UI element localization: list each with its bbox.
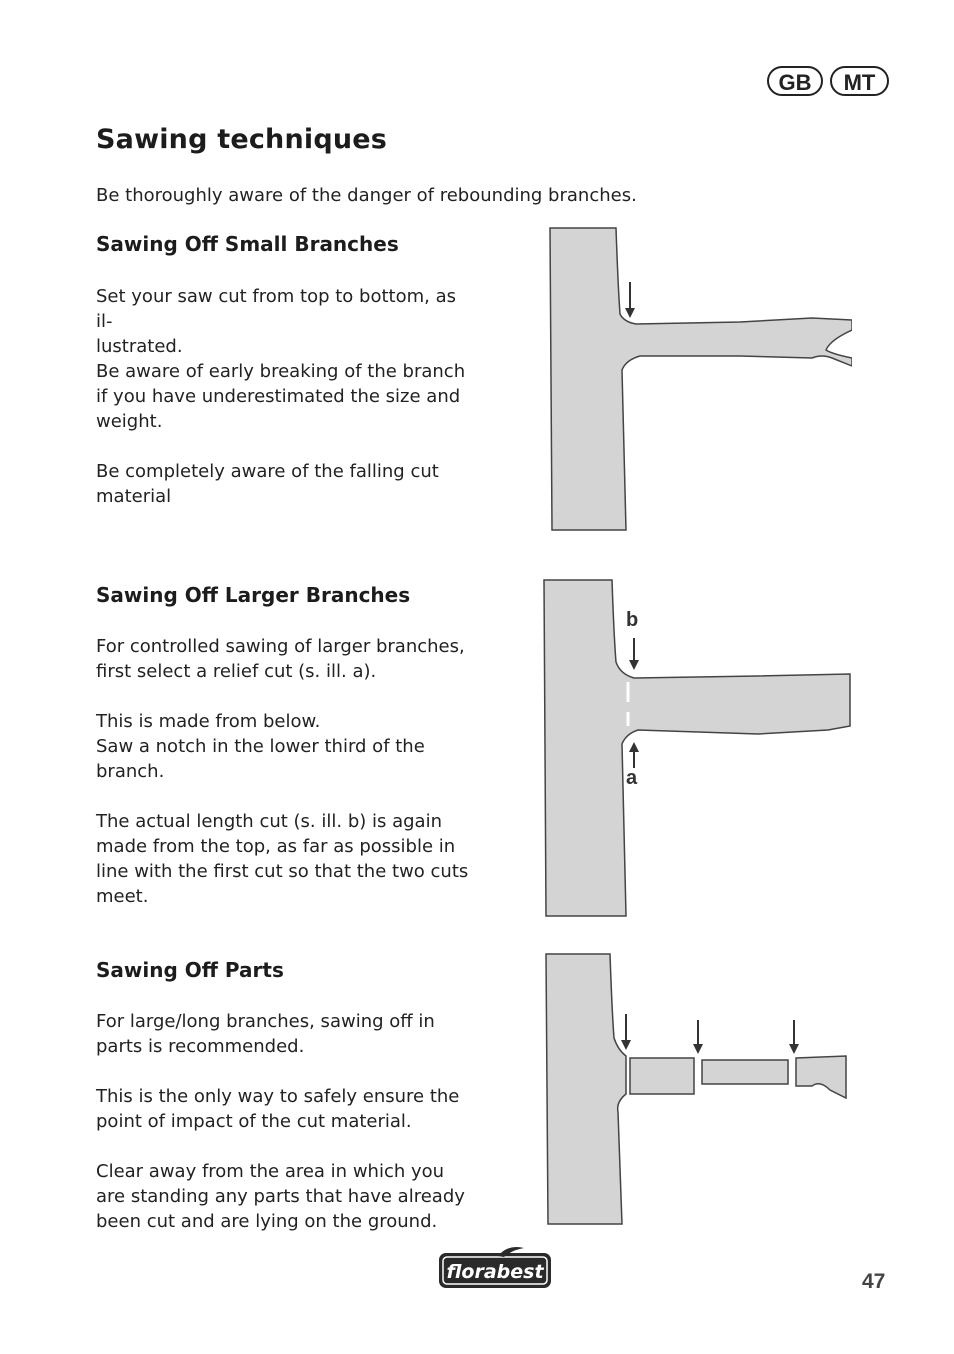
section-heading-parts: Sawing Off Parts <box>96 958 284 982</box>
arrow-head <box>629 660 639 670</box>
tree-trunk-branch <box>550 228 852 530</box>
intro-text: Be thoroughly aware of the danger of rebounding branches. <box>96 185 637 206</box>
section-heading-small-branches: Sawing Off Small Branches <box>96 232 399 256</box>
section-paragraph: Be aware of early breaking of the branch if you have underestimated the size and weight. <box>96 361 466 432</box>
tree-trunk-branch <box>544 580 850 916</box>
section-paragraph: Clear away from the area in which you are standing any parts that have already been cut and are lying on the ground. <box>96 1161 465 1232</box>
branch-part <box>630 1058 694 1094</box>
small-branch-illustration <box>540 226 852 532</box>
arrow-head <box>621 1040 631 1050</box>
logo-wordmark: florabest <box>446 1261 544 1283</box>
section-paragraph: Be completely aware of the falling cut material <box>96 461 439 507</box>
florabest-logo <box>438 1244 552 1290</box>
tree-trunk <box>546 954 626 1224</box>
page-title: Sawing techniques <box>96 124 388 155</box>
branch-part-end <box>796 1056 846 1098</box>
label-b: b <box>626 609 639 631</box>
parts-illustration <box>540 952 850 1228</box>
section-paragraph: For controlled sawing of larger branches, first select a relief cut (s. ill. a). <box>96 636 465 682</box>
section-paragraph: Set your saw cut from top to bottom, as il- lustrated. <box>96 286 456 357</box>
language-badge-gb: GB <box>767 66 823 96</box>
larger-branch-illustration <box>538 578 852 918</box>
arrow-head <box>789 1044 799 1054</box>
section-paragraph: This is made from below. Saw a notch in the lower third of the branch. <box>96 711 425 782</box>
label-a: a <box>626 767 638 789</box>
arrow-head <box>625 308 635 318</box>
section-paragraph: This is the only way to safely ensure the point of impact of the cut material. <box>96 1086 460 1132</box>
section-heading-larger-branches: Sawing Off Larger Branches <box>96 583 411 607</box>
language-badge-mt: MT <box>830 66 889 96</box>
section-paragraph: For large/long branches, sawing off in parts is recommended. <box>96 1011 435 1057</box>
branch-part <box>702 1060 788 1084</box>
section-paragraph: The actual length cut (s. ill. b) is again made from the top, as far as possible in line with the first cut so that the two cuts meet. <box>96 811 469 907</box>
arrow-head <box>629 742 639 752</box>
page-number: 47 <box>862 1270 886 1293</box>
arrow-head <box>693 1044 703 1054</box>
